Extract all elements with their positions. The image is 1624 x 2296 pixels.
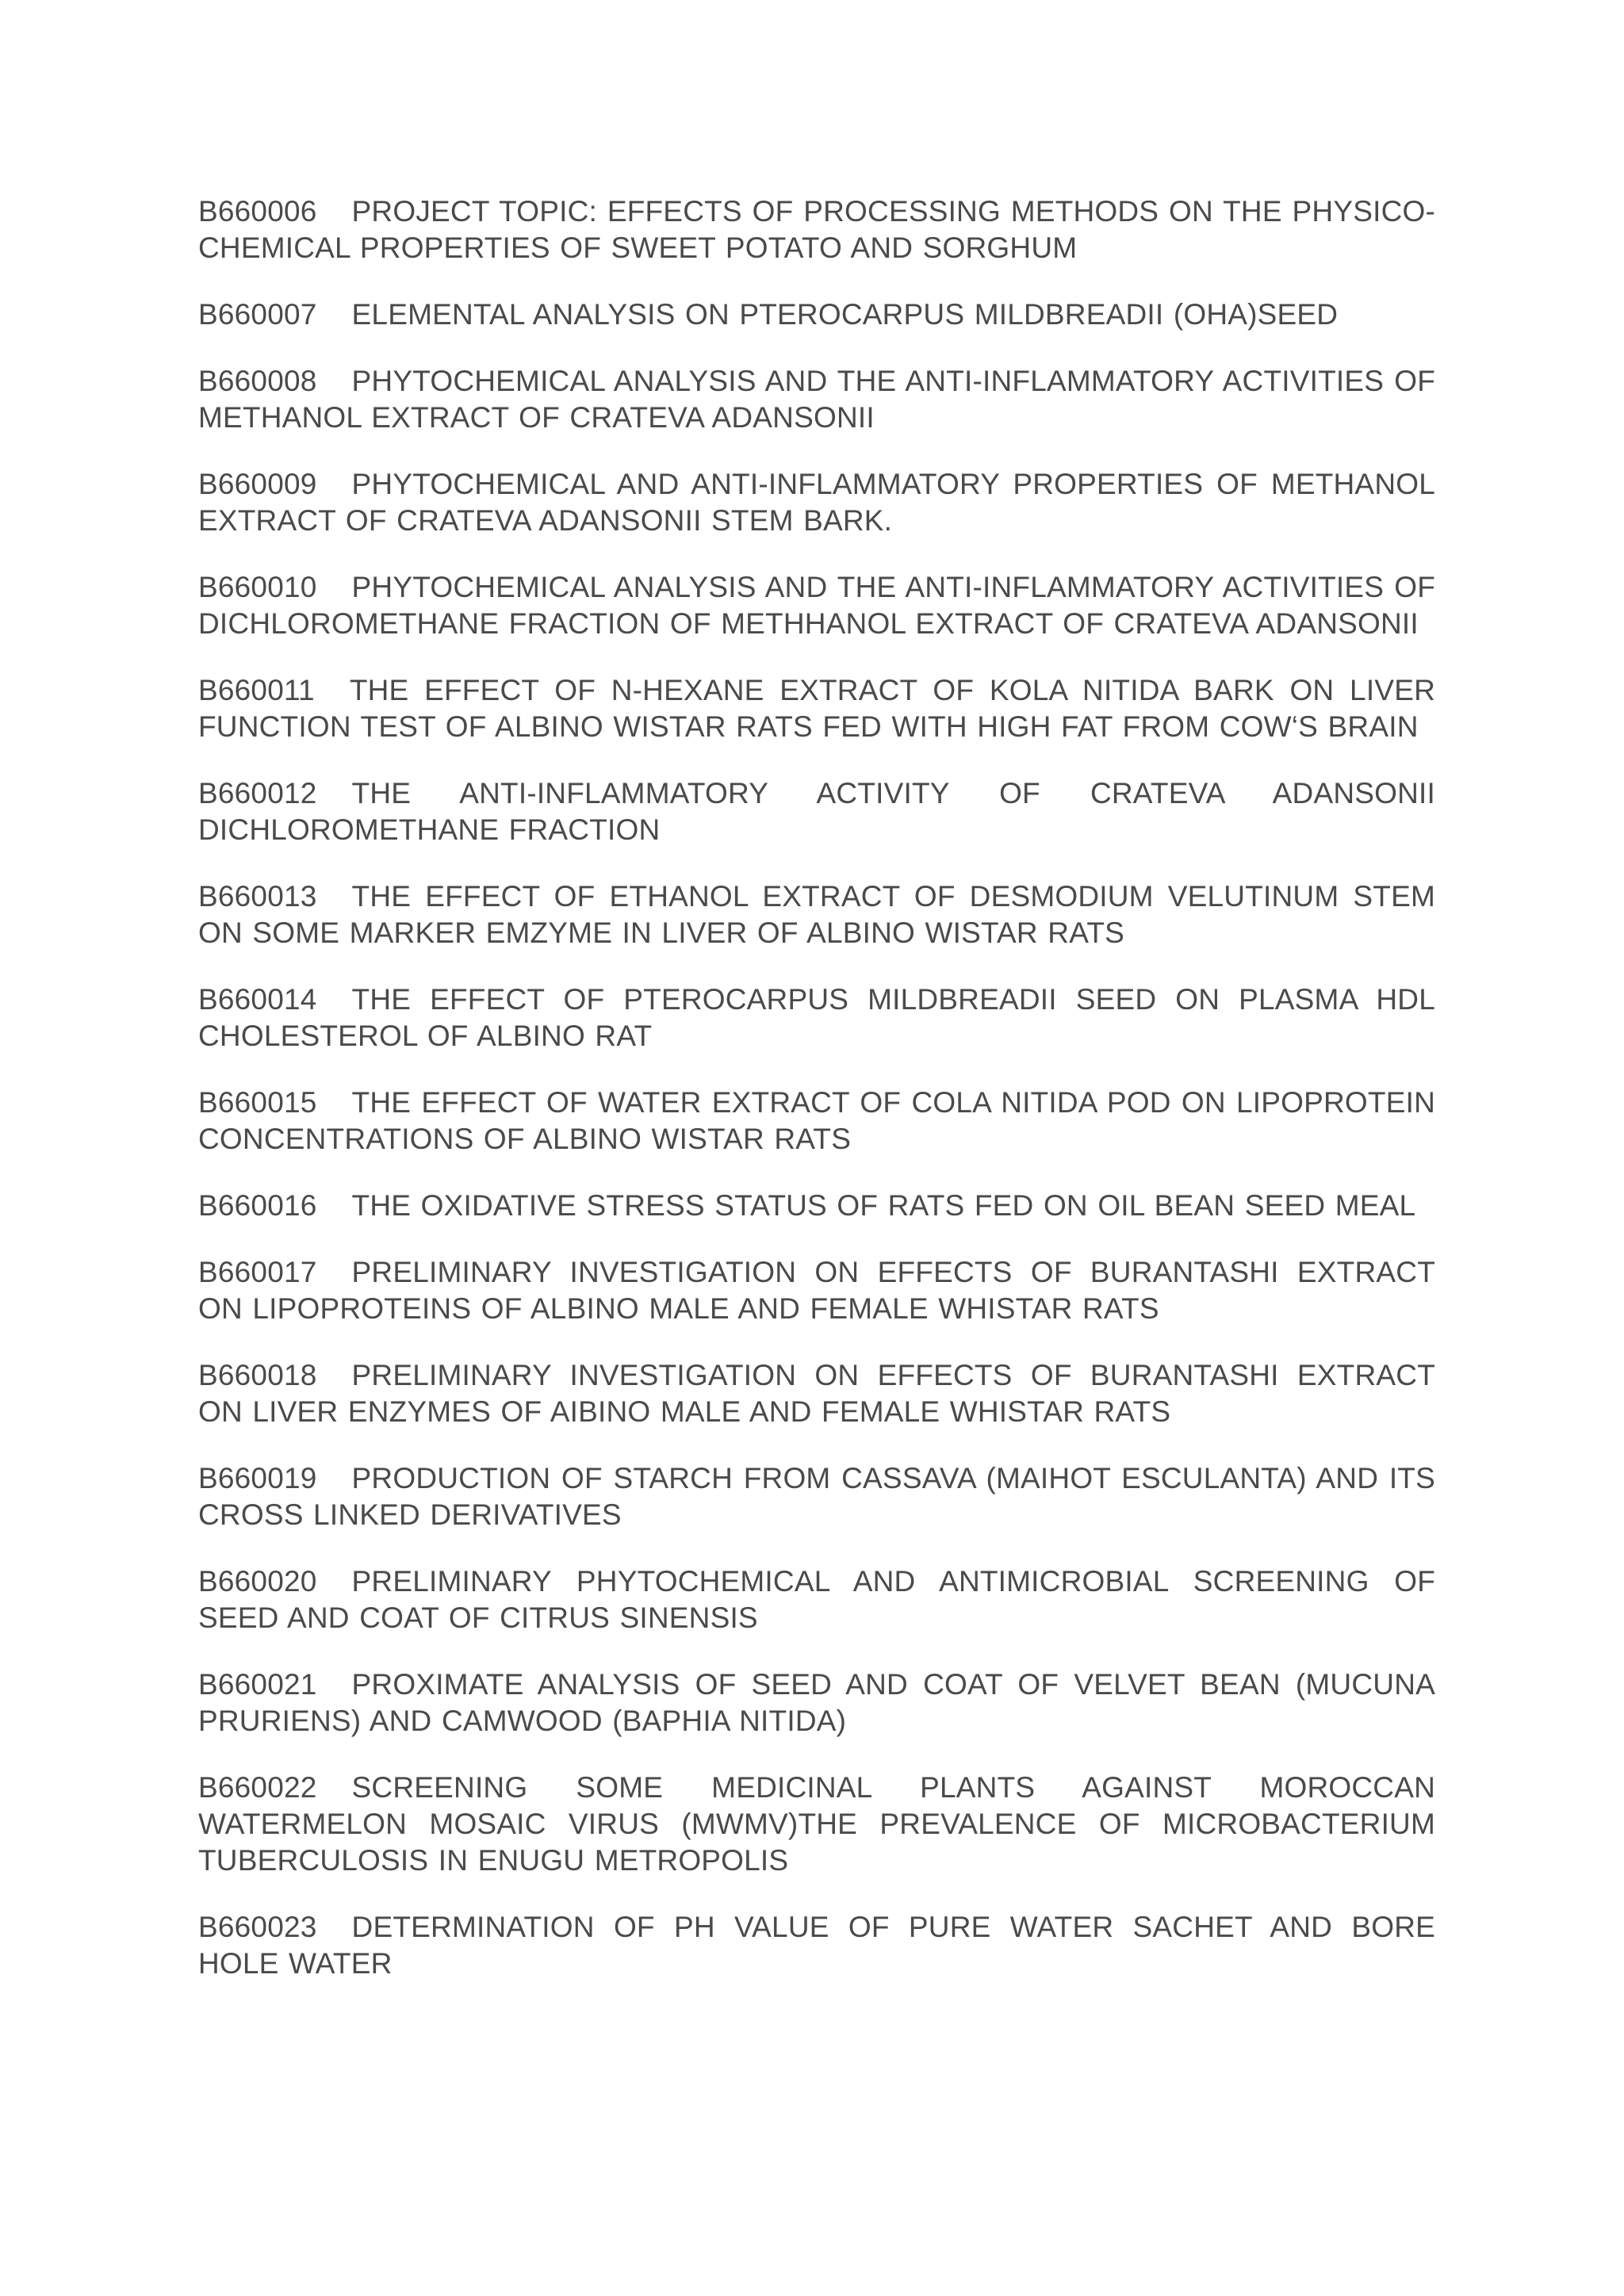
project-title: THE EFFECT OF N-HEXANE EXTRACT OF KOLA NITIDA BARK ON LIVER FUNCTION TEST OF ALBINO WISTAR RATS FED WITH HIGH FAT FROM COW‘S BRAIN: [198, 674, 1435, 743]
project-code: B660012: [198, 777, 317, 809]
project-entry: [198, 1188, 1435, 1224]
project-entry: [198, 1357, 1435, 1430]
project-title: PRELIMINARY PHYTOCHEMICAL AND ANTIMICROBIAL SCREENING OF SEED AND COAT OF CITRUS SINENSIS: [198, 1565, 1435, 1634]
project-code: B660017: [198, 1256, 317, 1288]
project-entry: [198, 363, 1435, 436]
project-code: B660021: [198, 1668, 317, 1701]
project-code: B660018: [198, 1359, 317, 1391]
project-code: B660008: [198, 365, 317, 397]
project-title: THE OXIDATIVE STRESS STATUS OF RATS FED ON OIL BEAN SEED MEAL: [351, 1189, 1416, 1222]
project-title: PHYTOCHEMICAL ANALYSIS AND THE ANTI-INFLAMMATORY ACTIVITIES OF DICHLOROMETHANE FRACTION OF METHHANOL EXTRACT OF CRATEVA ADANSONII: [198, 571, 1435, 640]
project-entry: [198, 1909, 1435, 1982]
project-title: THE EFFECT OF PTEROCARPUS MILDBREADII SEED ON PLASMA HDL CHOLESTEROL OF ALBINO RAT: [198, 983, 1435, 1052]
project-title: SCREENING SOME MEDICINAL PLANTS AGAINST MOROCCAN WATERMELON MOSAIC VIRUS (MWMV)THE PREVALENCE OF MICROBACTERIUM TUBERCULOSIS IN ENUGU METROPOLIS: [198, 1771, 1435, 1877]
project-entry: [198, 466, 1435, 539]
project-title: PRODUCTION OF STARCH FROM CASSAVA (MAIHOT ESCULANTA) AND ITS CROSS LINKED DERIVATIVES: [198, 1462, 1435, 1531]
project-code: B660015: [198, 1086, 317, 1119]
project-title: PROJECT TOPIC: EFFECTS OF PROCESSING METHODS ON THE PHYSICO-CHEMICAL PROPERTIES OF SWEET POTATO AND SORGHUM: [198, 195, 1435, 264]
project-code: B660011: [198, 674, 315, 706]
project-code: B660016: [198, 1189, 317, 1222]
project-entry: [198, 982, 1435, 1054]
project-code: B660022: [198, 1771, 317, 1804]
project-topic-list: [198, 193, 1435, 2012]
project-entry: [198, 878, 1435, 951]
project-title: THE EFFECT OF WATER EXTRACT OF COLA NITIDA POD ON LIPOPROTEIN CONCENTRATIONS OF ALBINO WISTAR RATS: [198, 1086, 1435, 1155]
project-code: B660019: [198, 1462, 317, 1494]
project-title: THE EFFECT OF ETHANOL EXTRACT OF DESMODIUM VELUTINUM STEM ON SOME MARKER EMZYME IN LIVER OF ALBINO WISTAR RATS: [198, 880, 1435, 949]
project-entry: [198, 297, 1435, 333]
project-title: PRELIMINARY INVESTIGATION ON EFFECTS OF BURANTASHI EXTRACT ON LIVER ENZYMES OF AIBINO MALE AND FEMALE WHISTAR RATS: [198, 1359, 1435, 1428]
project-code: B660010: [198, 571, 317, 603]
project-code: B660009: [198, 468, 317, 500]
project-title: PRELIMINARY INVESTIGATION ON EFFECTS OF BURANTASHI EXTRACT ON LIPOPROTEINS OF ALBINO MALE AND FEMALE WHISTAR RATS: [198, 1256, 1435, 1325]
project-entry: [198, 1085, 1435, 1158]
project-entry: [198, 1667, 1435, 1739]
project-code: B660007: [198, 298, 317, 331]
project-entry: [198, 1254, 1435, 1327]
project-code: B660014: [198, 983, 317, 1016]
project-code: B660013: [198, 880, 317, 913]
project-entry: [198, 775, 1435, 848]
project-code: B660006: [198, 195, 317, 228]
project-code: B660020: [198, 1565, 317, 1598]
project-entry: [198, 1563, 1435, 1636]
project-entry: [198, 569, 1435, 642]
project-title: PHYTOCHEMICAL AND ANTI-INFLAMMATORY PROPERTIES OF METHANOL EXTRACT OF CRATEVA ADANSONII STEM BARK.: [198, 468, 1435, 537]
project-code: B660023: [198, 1911, 317, 1943]
project-entry: [198, 672, 1435, 745]
project-title: PHYTOCHEMICAL ANALYSIS AND THE ANTI-INFLAMMATORY ACTIVITIES OF METHANOL EXTRACT OF CRATEVA ADANSONII: [198, 365, 1435, 434]
project-title: ELEMENTAL ANALYSIS ON PTEROCARPUS MILDBREADII (OHA)SEED: [351, 298, 1339, 331]
project-entry: [198, 1460, 1435, 1533]
project-title: PROXIMATE ANALYSIS OF SEED AND COAT OF VELVET BEAN (MUCUNA PRURIENS) AND CAMWOOD (BAPHIA NITIDA): [198, 1668, 1435, 1737]
project-title: DETERMINATION OF PH VALUE OF PURE WATER SACHET AND BORE HOLE WATER: [198, 1911, 1435, 1980]
project-entry: [198, 193, 1435, 266]
project-entry: [198, 1770, 1435, 1879]
project-title: THE ANTI-INFLAMMATORY ACTIVITY OF CRATEVA ADANSONII DICHLOROMETHANE FRACTION: [198, 777, 1435, 846]
